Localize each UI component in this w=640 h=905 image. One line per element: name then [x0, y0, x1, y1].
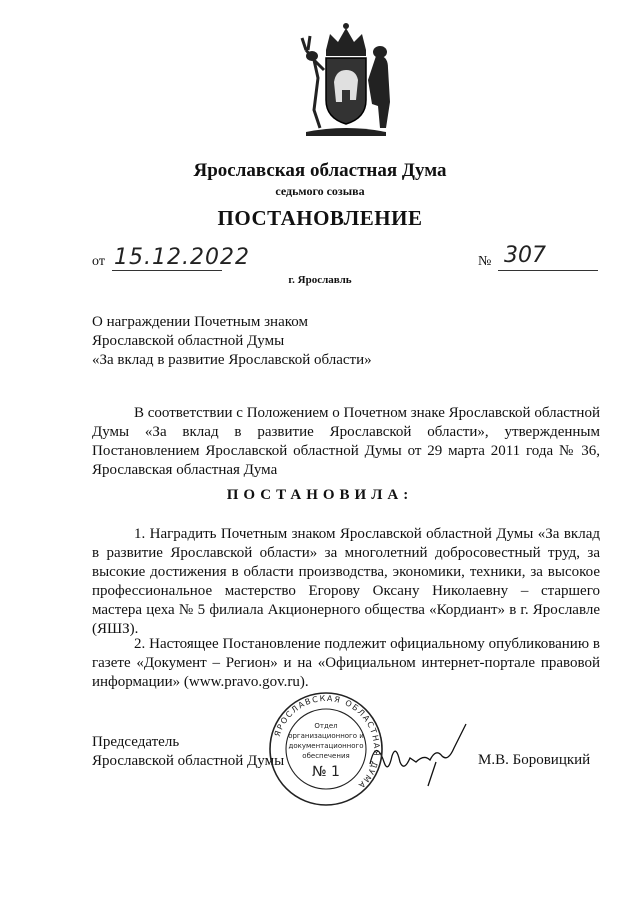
subject-block [92, 313, 372, 370]
signatory-title-line: Ярославской областной Думы [92, 753, 285, 769]
stamp-number: № 1 [312, 764, 340, 780]
document-number: 307 [504, 243, 546, 268]
coat-of-arms-icon [296, 20, 396, 142]
official-stamp [267, 690, 385, 808]
convocation: седьмого созыва [275, 184, 365, 198]
date-underline [112, 270, 222, 271]
organization-name: Ярославская областная Дума [193, 160, 447, 181]
subject-line: Ярославской областной Думы [92, 333, 285, 349]
clause-1: 1. Наградить Почетным знаком Ярославской областной Думы «За вклад в развитие Ярославской области» за многолетний добросовестный труд, за высокие достижения в области производства, экономики, техники, за высокое профессиональное мастерство Егорову Оксану Николаевну – старшего мастера цеха № 5 филиала Акционерного общества «Кордиант» в г. Ярославле (ЯШЗ). [92, 526, 600, 637]
stamp-line: документационного [288, 742, 364, 750]
signatory-title-line: Председатель [92, 734, 180, 750]
stamp-line: Отдел [314, 722, 338, 730]
city: г. Ярославль [288, 274, 352, 286]
subject-line: «За вклад в развитие Ярославской области» [92, 352, 372, 368]
number-prefix: № [478, 254, 492, 269]
document-date: 15.12.2022 [114, 245, 250, 270]
signatory-name: М.В. Боровицкий [478, 752, 591, 768]
subject-line: О награждении Почетным знаком [92, 314, 308, 330]
stamp-line: обеспечения [302, 752, 350, 760]
number-underline [498, 270, 598, 271]
clause-2: 2. Настоящее Постановление подлежит официальному опубликованию в газете «Документ – Регион» и на «Официальном интернет-портале правовой информации» (www.pravo.gov.ru). [92, 636, 600, 690]
document-type: ПОСТАНОВЛЕНИЕ [217, 206, 423, 230]
stamp-ring-text: ЯРОСЛАВСКАЯ ОБЛАСТНАЯ ДУМА [272, 693, 382, 791]
decision-heading: ПОСТАНОВИЛА: [226, 487, 414, 503]
signatory-title [92, 733, 284, 771]
stamp-line: организационного и [288, 732, 364, 740]
preamble: В соответствии с Положением о Почетном знаке Ярославской областной Думы «За вклад в развитие Ярославской области», утвержденным Постановлением Ярославской областной Думы от 29 марта 2011 года № 36, Ярославская областная Дума [92, 405, 600, 478]
date-prefix: от [92, 254, 105, 269]
